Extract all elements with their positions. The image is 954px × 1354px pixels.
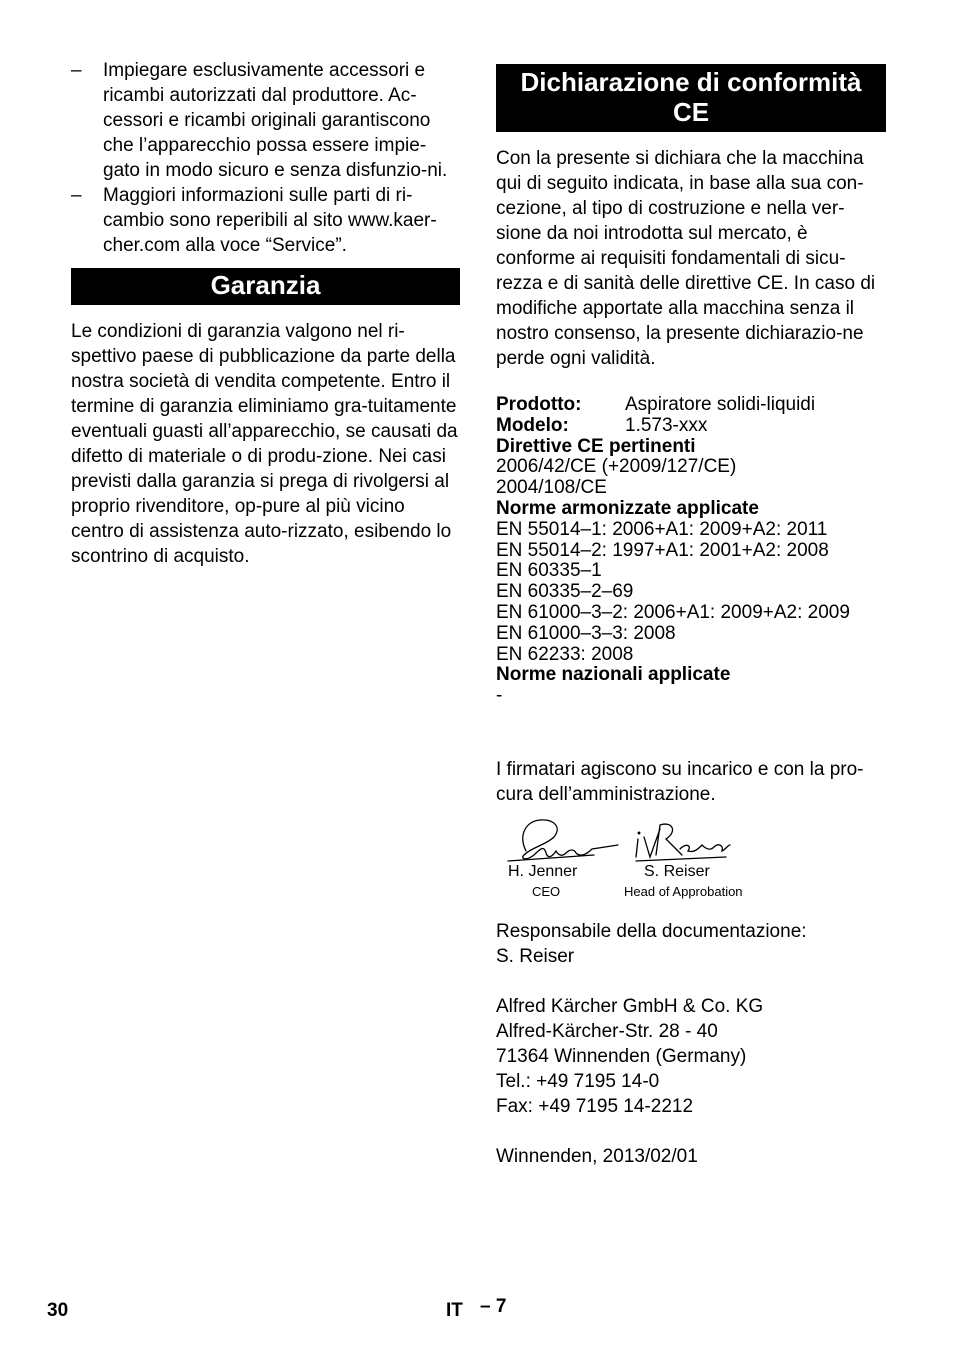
bullet-dash: – [71,60,82,81]
address-line: 71364 Winnenden (Germany) [496,1045,747,1067]
ce-declaration-text: Con la presente si dichiara che la macchina qui di seguito indicata, in base alla sua con-cezione, al tipo di costruzione e nella ver-sione da noi introdotta sul mercato, è conforme ai requisiti fondamentali di sicu-rezza e di sanità delle direttive CE. In caso di modifiche apportate alla macchina senza il nostro consenso, la presente dichiarazio-ne perde ogni validità. [496,148,876,369]
ce-heading-line2: CE [672,97,710,127]
harmonized-item: EN 61000–3–3: 2008 [496,622,676,644]
signature-reiser [636,824,730,861]
model-label: Modelo: [496,414,569,436]
harmonized-heading: Norme armonizzate applicate [496,497,759,519]
directives-heading: Direttive CE pertinenti [496,435,696,457]
signature-jenner [508,820,618,861]
model-value: 1.573-xxx [625,414,708,436]
signature-block [496,815,886,907]
documentation-responsible [496,919,886,969]
language-code: IT [446,1300,463,1321]
ce-heading-line1: Dichiarazione di conformità [520,67,862,97]
product-value: Aspiratore solidi-liquidi [625,394,816,415]
doc-resp-label: Responsabile della documentazione: [496,920,807,942]
harmonized-item: EN 55014–1: 2006+A1: 2009+A2: 2011 [496,518,828,540]
bullet-text: Impiegare esclusivamente accessori e ricambi autorizzati dal produttore. Ac-cessori e ricambi originali garantiscono che l’apparecchio possa essere impie-gato in modo sicuro e senza disfunzio-ni. [103,60,448,181]
signer-name: S. Reiser [644,862,710,880]
address-line: Alfred Kärcher GmbH & Co. KG [496,995,764,1017]
directive-item: 2006/42/CE (+2009/127/CE) [496,456,737,478]
directive-item: 2004/108/CE [496,477,607,499]
garanzia-heading: Garanzia [71,268,460,305]
harmonized-item: EN 60335–1 [496,560,602,582]
product-spec [496,395,886,707]
harmonized-item: EN 62233: 2008 [496,643,634,665]
left-column [71,58,460,569]
product-label: Prodotto: [496,394,582,415]
address-line: Tel.: +49 7195 14-0 [496,1070,660,1092]
model-row [496,416,886,437]
bullet-dash: – [71,185,82,206]
bullet-item [71,183,460,258]
national-heading: Norme nazionali applicate [496,664,731,686]
signatory-text: I firmatari agiscono su incarico e con la pro-cura dell’amministrazione. [496,758,864,805]
garanzia-text: Le condizioni di garanzia valgono nel ri-spettivo paese di pubblicazione da parte della nostra società di vendita competente. Entro il termine di garanzia eliminiamo gra-tuitamente eventuali guasti all’apparecchio, se causati da difetto di materiale o di produ-zione. Nei casi previsti dalla garanzia si prega di rivolgersi al proprio rivenditore, op-pure al più vicino centro di assistenza auto-rizzato, esibendo lo scontrino di acquisto. [71,321,458,567]
right-column [496,64,886,1169]
signer-role: CEO [532,883,561,899]
signer-name: H. Jenner [508,862,578,880]
bullet-text: Maggiori informazioni sulle parti di ri-cambio sono reperibili al sito www.kaer-cher.com alla voce “Service”. [103,185,437,256]
section-page: – 7 [480,1296,507,1317]
address-line: Fax: +49 7195 14-2212 [496,1095,694,1117]
signer-role: Head of Approbation [624,883,743,899]
product-row [496,395,886,416]
national-item: - [496,685,503,707]
harmonized-item: EN 60335–2–69 [496,581,634,603]
company-address [496,994,886,1119]
ce-declaration-heading [496,64,886,132]
harmonized-item: EN 61000–3–2: 2006+A1: 2009+A2: 2009 [496,601,850,623]
bullet-item [71,58,460,183]
place-date: Winnenden, 2013/02/01 [496,1145,698,1167]
harmonized-item: EN 55014–2: 1997+A1: 2001+A2: 2008 [496,539,829,561]
address-line: Alfred-Kärcher-Str. 28 - 40 [496,1020,718,1042]
page-number: 30 [47,1300,69,1321]
doc-resp-name: S. Reiser [496,945,575,967]
